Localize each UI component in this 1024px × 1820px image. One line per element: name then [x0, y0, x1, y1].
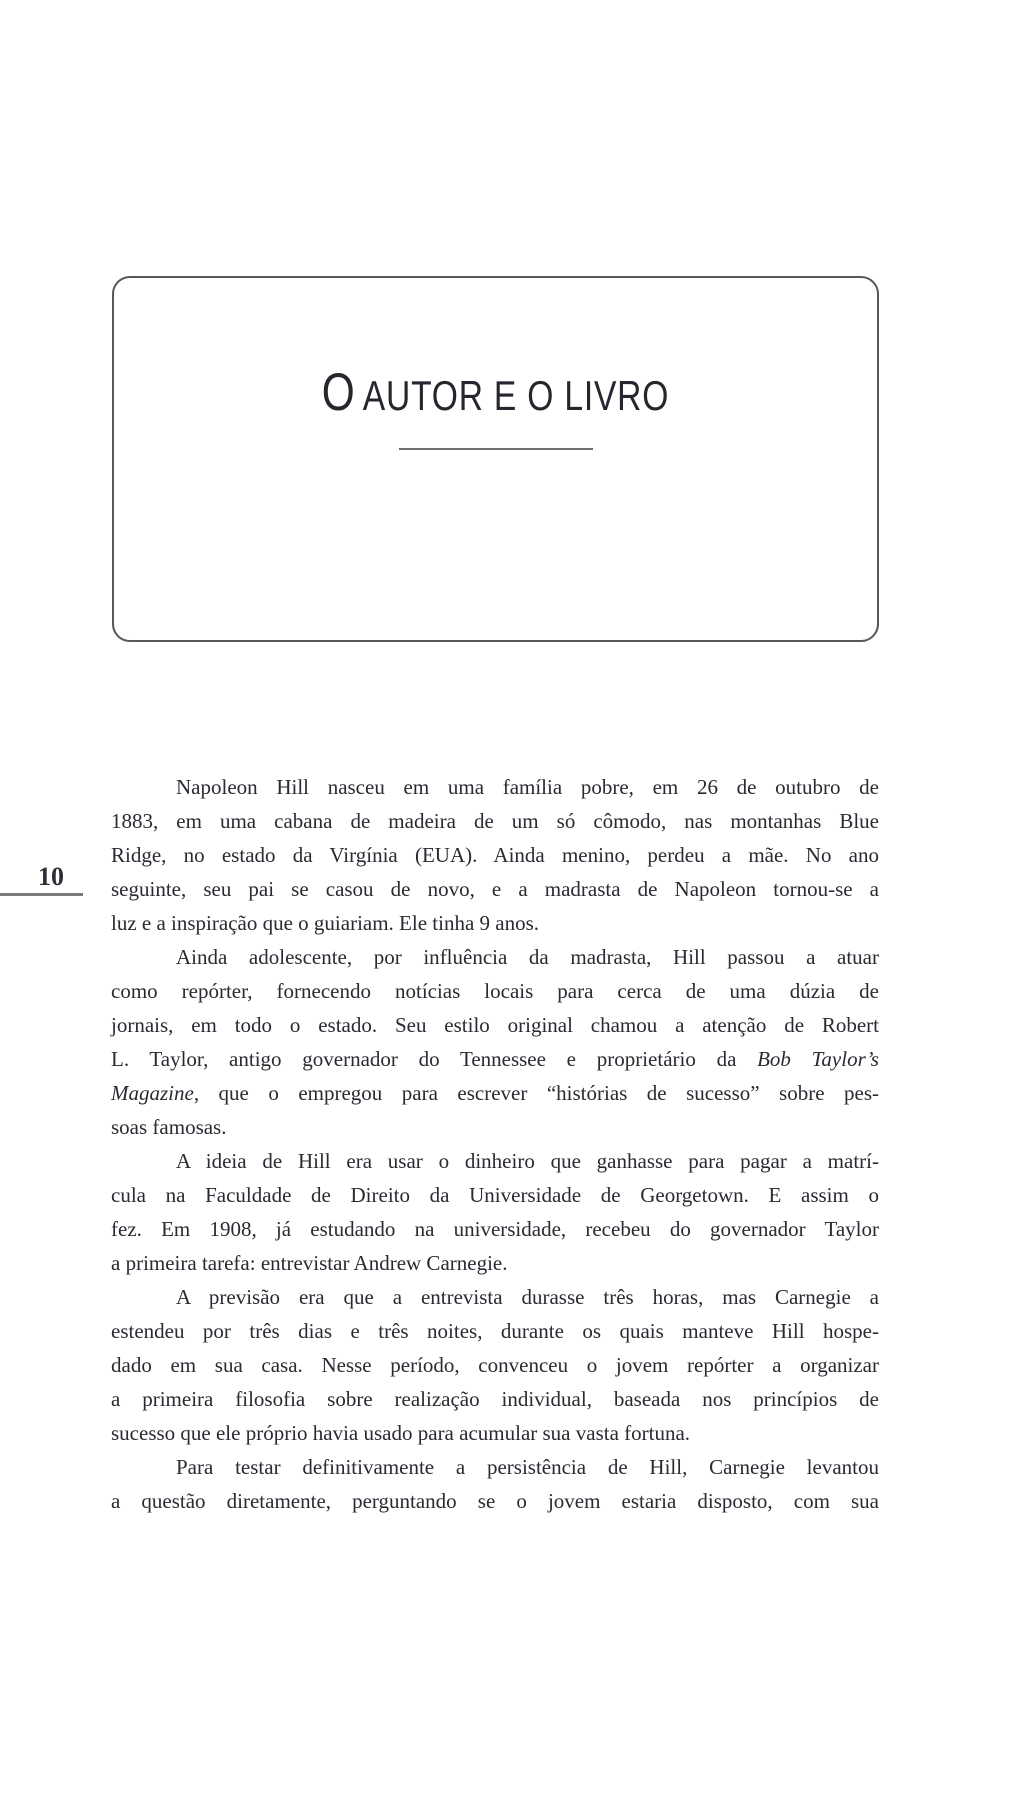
text-run: L. Taylor, antigo governador do Tennessee e proprietário da — [111, 1047, 758, 1071]
text-run: Para testar definitivamente a persistência de Hill, Carnegie levantou — [176, 1455, 879, 1479]
text-run: como repórter, fornecendo notícias locais para cerca de uma dúzia de — [111, 979, 879, 1003]
text-line — [111, 838, 879, 872]
text-run: sucesso que ele próprio havia usado para acumular sua vasta fortuna. — [111, 1421, 691, 1445]
page-number: 10 — [38, 862, 64, 891]
paragraph — [111, 1144, 879, 1280]
paragraph — [111, 1450, 879, 1518]
italic-text-run: Bob Taylor’s — [757, 1047, 879, 1071]
text-line — [111, 1144, 879, 1178]
text-run: cula na Faculdade de Direito da Universidade de Georgetown. E assim o — [111, 1183, 879, 1207]
chapter-title-box — [112, 276, 879, 642]
text-run: , que o empregou para escrever “histórias de sucesso” sobre pes- — [193, 1081, 879, 1105]
text-run: fez. Em 1908, já estudando na universidade, recebeu do governador Taylor — [111, 1217, 879, 1241]
text-line — [111, 1076, 879, 1110]
title-divider-rule — [399, 448, 593, 450]
text-line — [111, 770, 879, 804]
text-run: jornais, em todo o estado. Seu estilo original chamou a atenção de Robert — [111, 1013, 879, 1037]
text-run: seguinte, seu pai se casou de novo, e a madrasta de Napoleon tornou-se a — [111, 877, 879, 901]
text-line — [111, 1484, 879, 1518]
text-run: a primeira tarefa: entrevistar Andrew Carnegie. — [111, 1251, 508, 1275]
text-line — [111, 1178, 879, 1212]
text-line — [111, 1008, 879, 1042]
text-line — [111, 940, 879, 974]
paragraph — [111, 770, 879, 940]
text-run: estendeu por três dias e três noites, durante os quais manteve Hill hospe- — [111, 1319, 879, 1343]
text-run: a primeira filosofia sobre realização individual, baseada nos princípios de — [111, 1387, 879, 1411]
text-run: a questão diretamente, perguntando se o jovem estaria disposto, com sua — [111, 1489, 879, 1513]
text-run: 1883, em uma cabana de madeira de um só cômodo, nas montanhas Blue — [111, 809, 879, 833]
text-line — [111, 1110, 879, 1144]
text-line — [111, 1450, 879, 1484]
text-run: A ideia de Hill era usar o dinheiro que ganhasse para pagar a matrí- — [176, 1149, 879, 1173]
body-text — [111, 770, 879, 1518]
text-line — [111, 1348, 879, 1382]
text-line — [111, 1212, 879, 1246]
chapter-title-rest: AUTOR E O LIVRO — [362, 372, 670, 419]
text-run: dado em sua casa. Nesse período, convenceu o jovem repórter a organizar — [111, 1353, 879, 1377]
italic-text-run: Magazine — [111, 1081, 194, 1105]
chapter-title-initial: O — [321, 363, 356, 422]
chapter-title — [190, 363, 800, 422]
text-line — [111, 1416, 879, 1450]
paragraph — [111, 1280, 879, 1450]
paragraph — [111, 940, 879, 1144]
text-run: luz e a inspiração que o guiariam. Ele tinha 9 anos. — [111, 911, 540, 935]
text-run: Napoleon Hill nasceu em uma família pobre, em 26 de outubro de — [176, 775, 879, 799]
text-line — [111, 906, 879, 940]
text-run: A previsão era que a entrevista durasse três horas, mas Carnegie a — [176, 1285, 879, 1309]
text-run: Ainda adolescente, por influência da madrasta, Hill passou a atuar — [176, 945, 879, 969]
page-number-rule — [0, 893, 83, 896]
text-line — [111, 1246, 879, 1280]
text-run: Ridge, no estado da Virgínia (EUA). Ainda menino, perdeu a mãe. No ano — [111, 843, 879, 867]
text-run: soas famosas. — [111, 1115, 227, 1139]
text-line — [111, 872, 879, 906]
text-line — [111, 1042, 879, 1076]
text-line — [111, 1382, 879, 1416]
text-line — [111, 1280, 879, 1314]
text-line — [111, 804, 879, 838]
text-line — [111, 1314, 879, 1348]
text-line — [111, 974, 879, 1008]
